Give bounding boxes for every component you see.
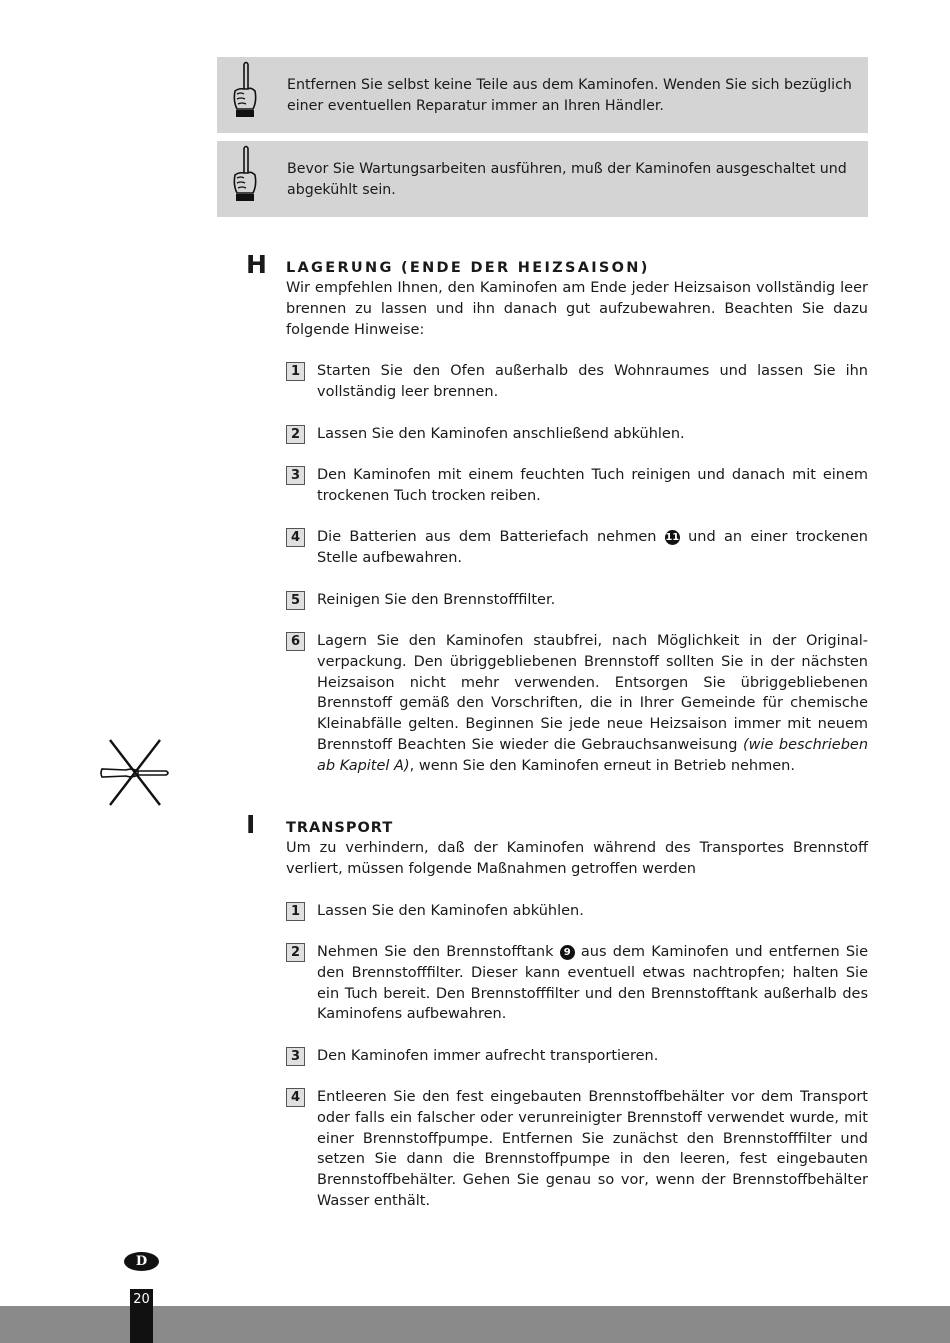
section-title-transport: TRANSPORT	[286, 820, 394, 836]
country-badge: D	[124, 1252, 159, 1271]
step-text: Entleeren Sie den fest eingebauten Brennstoffbehälter vor dem Transport oder falls ein falscher oder verunreinigter Brennstoff verwendet wurde, mit einer Brennstoffpumpe. Entfernen Sie zunächst den Brennstofffilter und setzen Sie dann die Brennstoffpumpe in den leeren, fest eingebauten Brennstoffbehälter. Gehen Sie genau so vor, wenn der Brennstoffbehälter Wasser enthält.	[317, 1089, 868, 1209]
reference-number: 11	[665, 532, 680, 543]
list-item	[286, 361, 868, 403]
section-letter-h: H	[246, 250, 267, 279]
section-letter-i: I	[246, 810, 256, 839]
list-item	[286, 527, 868, 569]
step-text-part: Die Batterien aus dem Batteriefach nehmen	[317, 529, 657, 545]
step-number: 6	[286, 632, 305, 651]
step-text: Reinigen Sie den Brennstofffilter.	[317, 592, 556, 608]
list-item	[286, 1046, 868, 1067]
step-number: 4	[286, 528, 305, 547]
pointing-hand-icon	[229, 61, 261, 121]
step-text-part: , wenn Sie den Kaminofen erneut in Betrieb nehmen.	[409, 757, 795, 774]
step-text: Lassen Sie den Kaminofen anschließend abkühlen.	[317, 426, 685, 442]
section-intro: Um zu verhindern, daß der Kaminofen während des Transportes Brennstoff verliert, müssen folgende Maßnahmen getroffen werden	[286, 840, 868, 877]
pointing-hand-icon	[229, 145, 261, 205]
note-text: Entfernen Sie selbst keine Teile aus dem Kaminofen. Wenden Sie sich bezüglich einer eventuellen Reparatur immer an Ihren Händler.	[287, 77, 852, 114]
step-text-part: aus dem Kaminofen und entfernen Sie den Brennstofffilter. Dieser kann eventuell etwas nachtropfen; halten Sie ein Tuch bereit. Den Brennstofffilter und den Brennstofftank außerhalb des Kaminofens aufbewahren.	[317, 944, 869, 1023]
step-text	[317, 527, 868, 569]
step-text: Lassen Sie den Kaminofen abkühlen.	[317, 903, 584, 919]
list-item	[286, 424, 868, 445]
step-number: 2	[286, 943, 305, 962]
warning-note-2	[217, 141, 868, 217]
step-number: 1	[286, 902, 305, 921]
step-text-part: Nehmen Sie den Brennstofftank	[317, 944, 554, 960]
section-intro: Wir empfehlen Ihnen, den Kaminofen am Ende jeder Heizsaison vollständig leer brennen zu lassen und ihn danach gut aufzubewahren. Beachten Sie dazu folgende Hinweise:	[286, 280, 868, 338]
list-item	[286, 465, 868, 507]
page-number: 20	[133, 1292, 150, 1307]
step-text	[317, 942, 868, 1025]
warning-note-1	[217, 57, 868, 133]
step-number: 3	[286, 1047, 305, 1066]
step-text-italic: (wie beschrieben ab Kapitel A)	[317, 736, 869, 774]
step-number: 1	[286, 362, 305, 381]
list-item	[286, 631, 868, 777]
note-text: Bevor Sie Wartungsarbeiten ausführen, muß der Kaminofen ausgeschaltet und abgekühlt sein.	[287, 161, 847, 198]
list-item	[286, 1087, 868, 1212]
list-item	[286, 901, 868, 922]
step-number: 2	[286, 425, 305, 444]
no-screwdriver-icon	[98, 737, 176, 809]
reference-number: 9	[560, 945, 575, 960]
step-text: Den Kaminofen mit einem feuchten Tuch reinigen und danach mit einem trockenen Tuch trocken reiben.	[317, 467, 868, 504]
step-number: 3	[286, 466, 305, 485]
step-number: 4	[286, 1088, 305, 1107]
step-text-part: Lagern Sie den Kaminofen staubfrei, nach Möglichkeit in der Original-verpackung. Den übriggebliebenen Brennstoff sollten Sie in der nächsten Heizsaison nicht mehr verwenden. Entsorgen Sie übriggebliebenen Brennstoff gemäß den Vorschriften, die in Ihrer Gemeinde für chemische Kleinabfälle gelten. Beginnen Sie jede neue Heizsaison immer mit neuem Brennstoff Beachten Sie wieder die Gebrauchsanweisung	[317, 633, 868, 753]
step-number: 5	[286, 591, 305, 610]
step-text-part: und an einer trockenen Stelle aufbewahren.	[317, 529, 868, 566]
list-item	[286, 942, 868, 1025]
list-item	[286, 590, 868, 611]
section-title-storage: LAGERUNG (ENDE DER HEIZSAISON)	[286, 260, 650, 276]
step-text	[317, 631, 868, 777]
step-text: Starten Sie den Ofen außerhalb des Wohnraumes und lassen Sie ihn vollständig leer brennen.	[317, 363, 868, 400]
step-text: Den Kaminofen immer aufrecht transportieren.	[317, 1048, 659, 1064]
